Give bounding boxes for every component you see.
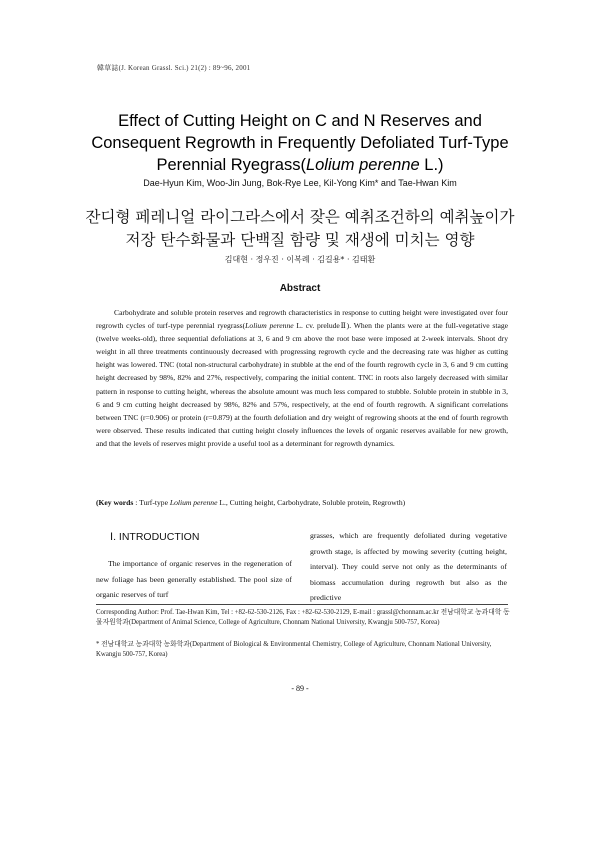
abstract-part-1: Carbohydrate and soluble protein reserves and regrowth characteristics in response to cutting height were investigated over four regrowth cycles of turf-type perennial ryegrass( — [96, 308, 508, 331]
title-line-1: Effect of Cutting Height on C and N Reserves and — [118, 112, 482, 130]
keywords-species: Lolium perenne — [169, 498, 218, 507]
title-line-3 — [60, 154, 540, 176]
korean-author-list: 김대현 · 정우진 · 이복례 · 김길용* · 김태환 — [224, 255, 376, 264]
species-name: Lolium perenne — [305, 156, 420, 174]
keywords-label: (Key words — [96, 498, 134, 507]
keywords-rest: L., Cutting height, Carbohydrate, Soluble protein, Regrowth) — [217, 498, 406, 507]
footnote-corresponding-author: Corresponding Author: Prof. Tae-Hwan Kim, Tel : +82-62-530-2126, Fax : +82-62-530-2129, E-mail : grassl@chonnam.ac.kr 전남대학교 농과대학 동물자원학과(Department of Animal Science, College of Agriculture, Chonnam National University, Kwangju 500-757, Korea) — [96, 609, 510, 626]
korean-title-line-2: 저장 탄수화물과 단백질 함량 및 재생에 미치는 영향 — [125, 231, 475, 249]
paper-title — [60, 110, 540, 176]
keywords — [96, 497, 508, 509]
introduction-heading: Ⅰ. INTRODUCTION — [110, 531, 200, 543]
abstract-body — [96, 306, 508, 450]
page-number: - 89 - — [291, 684, 309, 693]
title-line-3-pre: Perennial Ryegrass( — [156, 156, 306, 174]
introduction-column-1: The importance of organic reserves in the regeneration of new foliage has been generally established. The pool size of organic reserves of turf — [96, 559, 292, 600]
title-line-2: Consequent Regrowth in Frequently Defoliated Turf-Type — [91, 134, 509, 152]
title-line-3-post: L.) — [419, 156, 444, 174]
journal-citation: 韓草誌(J. Korean Grassl. Sci.) 21(2) : 89~96, 2001 — [97, 64, 251, 72]
korean-title-line-1: 잔디형 페레니얼 라이그라스에서 잦은 예취조건하의 예취높이가 — [85, 208, 515, 226]
abstract-part-2: L. cv. preludeⅡ). When the plants were at the full-vegetative stage (twelve weeks-old), three sequential defoliations at 3, 6 and 9 cm above the root base were imposed at 2-week intervals. Shoot dry weight in all three treatments continuously decreased with progressing regrowth cycle and the decreasing rate was higher as cutting height was lowered. TNC (total non-structural carbohydrate) in stubble at the end of the fourth regrowth cycle in 3, 6 and 9 cm cutting height decreased by 98%, 82% and 27%, respectively, comparing the initial content. TNC in roots also largely decreased with similar pattern in response to cutting height, whereas the absolute amount was much less compared to stubble. Soluble protein in stubble in 3, 6 and 9 cm cutting height decreased by 98%, 82% and 57%, respectively, at the end of fourth regrowth. A significant correlations between TNC (r=0.906) or protein (r=0.879) at the fourth defoliation and dry weight of regrowing shoots at the end of fourth regrowth were observed. These results indicated that cutting height closely influences the levels of organic reserves available for new growth, and that the levels of reserves might provide a useful tool as a determinant for regrowth dynamics. — [96, 321, 508, 448]
korean-title — [60, 206, 540, 252]
footnote-affiliation: * 전남대학교 농과대학 농화학과(Department of Biological & Environmental Chemistry, College of Agriculture, Chonnam National University, Kwangju 500-757, Korea) — [96, 641, 492, 658]
abstract-species: Lolium perenne — [245, 321, 294, 331]
author-list: Dae-Hyun Kim, Woo-Jin Jung, Bok-Rye Lee, Kil-Yong Kim* and Tae-Hwan Kim — [143, 178, 457, 188]
introduction-column-2: grasses, which are frequently defoliated during vegetative growth stage, is affected by mowing severity (cutting height, interval). They could serve not only as the determinants of biomass accumulation during regrowth but also as the predictive — [310, 531, 507, 603]
keywords-sep: : Turf-type — [133, 498, 170, 507]
abstract-heading: Abstract — [279, 283, 321, 294]
footnote-divider — [96, 604, 508, 605]
